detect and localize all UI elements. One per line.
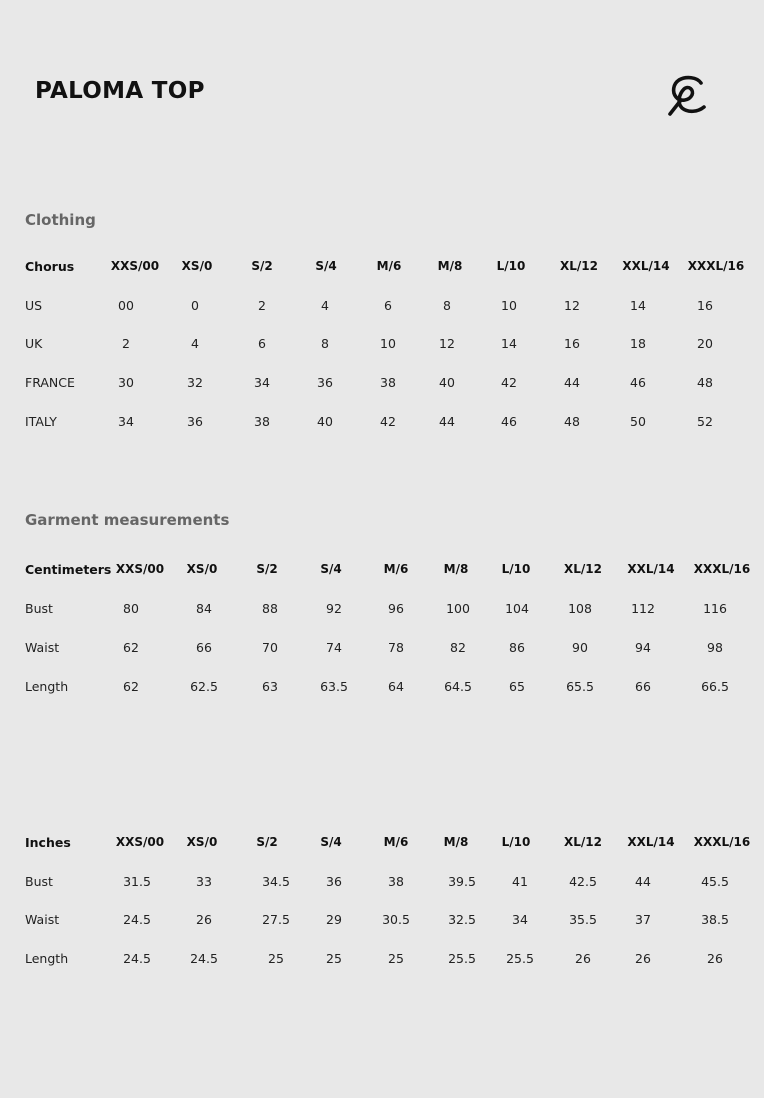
clothing-table-cell: 4 xyxy=(321,298,329,313)
clothing-table-cell: 18 xyxy=(630,336,646,351)
inches-table-cell: 38 xyxy=(388,874,404,889)
clothing-table-cell: 00 xyxy=(118,298,134,313)
clothing-table-cell: 20 xyxy=(697,336,713,351)
clothing-table-cell: 14 xyxy=(630,298,646,313)
clothing-table-cell: 38 xyxy=(380,375,396,390)
centimeters-table-cell: 74 xyxy=(326,640,342,655)
clothing-table-cell: 2 xyxy=(258,298,266,313)
inches-column-header: S/4 xyxy=(320,835,342,849)
section-title-garment-measurements: Garment measurements xyxy=(25,511,230,529)
clothing-table-cell: 12 xyxy=(439,336,455,351)
clothing-table-cell: 48 xyxy=(697,375,713,390)
centimeters-column-header: XS/0 xyxy=(186,562,218,576)
clothing-table-cell: 40 xyxy=(317,414,333,429)
centimeters-table-cell: 84 xyxy=(196,601,212,616)
centimeters-table-cell: 100 xyxy=(446,601,470,616)
inches-table-cell: 45.5 xyxy=(701,874,729,889)
inches-table-cell: 32.5 xyxy=(448,912,476,927)
clothing-column-header: XL/12 xyxy=(560,259,598,273)
inches-table-cell: 37 xyxy=(635,912,651,927)
centimeters-table-cell: 78 xyxy=(388,640,404,655)
centimeters-column-header: S/2 xyxy=(256,562,278,576)
centimeters-table-cell: 104 xyxy=(505,601,529,616)
inches-column-header: M/8 xyxy=(443,835,469,849)
clothing-table-cell: 16 xyxy=(697,298,713,313)
centimeters-table-cell: 92 xyxy=(326,601,342,616)
centimeters-table-cell: 66 xyxy=(635,679,651,694)
inches-table-cell: 34.5 xyxy=(262,874,290,889)
inches-row-label: Length xyxy=(25,951,69,966)
centimeters-table-cell: 98 xyxy=(707,640,723,655)
clothing-table-cell: 52 xyxy=(697,414,713,429)
inches-column-header: S/2 xyxy=(256,835,278,849)
clothing-column-header: M/6 xyxy=(376,259,402,273)
inches-column-header: L/10 xyxy=(501,835,531,849)
inches-column-header: XXXL/16 xyxy=(693,835,751,849)
clothing-table-cell: 46 xyxy=(630,375,646,390)
inches-table-cell: 25 xyxy=(388,951,404,966)
clothing-row-label: FRANCE xyxy=(25,375,75,390)
page-title: PALOMA TOP xyxy=(35,78,205,104)
clothing-table-cell: 4 xyxy=(191,336,199,351)
clothing-table-cell: 48 xyxy=(564,414,580,429)
centimeters-column-header: XXL/14 xyxy=(627,562,675,576)
inches-table-cell: 26 xyxy=(707,951,723,966)
centimeters-table-cell: 65 xyxy=(509,679,525,694)
inches-table-cell: 31.5 xyxy=(123,874,151,889)
clothing-table-cell: 2 xyxy=(122,336,130,351)
inches-table-cell: 42.5 xyxy=(569,874,597,889)
centimeters-table-cell: 63 xyxy=(262,679,278,694)
clothing-table-cell: 8 xyxy=(443,298,451,313)
centimeters-table-cell: 80 xyxy=(123,601,139,616)
inches-table-cell: 41 xyxy=(512,874,528,889)
centimeters-table-cell: 112 xyxy=(631,601,655,616)
inches-table-cell: 35.5 xyxy=(569,912,597,927)
inches-table-cell: 26 xyxy=(575,951,591,966)
inches-table-cell: 33 xyxy=(196,874,212,889)
inches-table-cell: 25.5 xyxy=(448,951,476,966)
clothing-column-header: S/2 xyxy=(251,259,273,273)
inches-column-header: M/6 xyxy=(383,835,409,849)
centimeters-table-cell: 62 xyxy=(123,679,139,694)
inches-corner-label: Inches xyxy=(25,835,71,850)
clothing-row-label: US xyxy=(25,298,43,313)
inches-table-cell: 34 xyxy=(512,912,528,927)
clothing-table-cell: 30 xyxy=(118,375,134,390)
centimeters-table-cell: 94 xyxy=(635,640,651,655)
inches-table-cell: 39.5 xyxy=(448,874,476,889)
clothing-table-cell: 40 xyxy=(439,375,455,390)
inches-table-cell: 30.5 xyxy=(382,912,410,927)
clothing-corner-label: Chorus xyxy=(25,259,75,274)
centimeters-table-cell: 63.5 xyxy=(320,679,348,694)
clothing-column-header: XXXL/16 xyxy=(687,259,745,273)
centimeters-corner-label: Centimeters xyxy=(25,562,112,577)
clothing-table-cell: 50 xyxy=(630,414,646,429)
inches-row-label: Waist xyxy=(25,912,60,927)
centimeters-row-label: Waist xyxy=(25,640,60,655)
clothing-column-header: S/4 xyxy=(315,259,337,273)
clothing-table-cell: 36 xyxy=(187,414,203,429)
centimeters-table-cell: 108 xyxy=(568,601,592,616)
clothing-table-cell: 42 xyxy=(380,414,396,429)
clothing-table-cell: 44 xyxy=(564,375,580,390)
clothing-table-cell: 16 xyxy=(564,336,580,351)
inches-table-cell: 25 xyxy=(268,951,284,966)
centimeters-table-cell: 64.5 xyxy=(444,679,472,694)
clothing-row-label: ITALY xyxy=(25,414,57,429)
clothing-table-cell: 10 xyxy=(501,298,517,313)
centimeters-table-cell: 116 xyxy=(703,601,727,616)
clothing-row-label: UK xyxy=(25,336,43,351)
inches-table-cell: 38.5 xyxy=(701,912,729,927)
centimeters-column-header: M/6 xyxy=(383,562,409,576)
centimeters-column-header: XXS/00 xyxy=(115,562,165,576)
clothing-table-cell: 12 xyxy=(564,298,580,313)
clothing-table-cell: 0 xyxy=(191,298,199,313)
inches-table-cell: 27.5 xyxy=(262,912,290,927)
centimeters-row-label: Length xyxy=(25,679,69,694)
centimeters-column-header: L/10 xyxy=(501,562,531,576)
inches-table-cell: 24.5 xyxy=(190,951,218,966)
section-title-clothing: Clothing xyxy=(25,211,96,229)
centimeters-table-cell: 88 xyxy=(262,601,278,616)
inches-table-cell: 25.5 xyxy=(506,951,534,966)
clothing-table-cell: 42 xyxy=(501,375,517,390)
inches-column-header: XXL/14 xyxy=(627,835,675,849)
centimeters-table-cell: 62.5 xyxy=(190,679,218,694)
clothing-table-cell: 6 xyxy=(258,336,266,351)
inches-table-cell: 36 xyxy=(326,874,342,889)
clothing-table-cell: 44 xyxy=(439,414,455,429)
centimeters-table-cell: 64 xyxy=(388,679,404,694)
clothing-table-cell: 6 xyxy=(384,298,392,313)
centimeters-table-cell: 96 xyxy=(388,601,404,616)
clothing-column-header: L/10 xyxy=(496,259,526,273)
centimeters-table-cell: 90 xyxy=(572,640,588,655)
clothing-column-header: XXL/14 xyxy=(622,259,670,273)
centimeters-column-header: XXXL/16 xyxy=(693,562,751,576)
clothing-table-cell: 14 xyxy=(501,336,517,351)
centimeters-column-header: M/8 xyxy=(443,562,469,576)
clothing-table-cell: 8 xyxy=(321,336,329,351)
clothing-column-header: M/8 xyxy=(437,259,463,273)
inches-table-cell: 29 xyxy=(326,912,342,927)
centimeters-table-cell: 65.5 xyxy=(566,679,594,694)
inches-table-cell: 26 xyxy=(196,912,212,927)
inches-table-cell: 44 xyxy=(635,874,651,889)
inches-table-cell: 24.5 xyxy=(123,951,151,966)
inches-column-header: XXS/00 xyxy=(115,835,165,849)
inches-column-header: XS/0 xyxy=(186,835,218,849)
inches-row-label: Bust xyxy=(25,874,53,889)
clothing-table-cell: 46 xyxy=(501,414,517,429)
inches-table-cell: 26 xyxy=(635,951,651,966)
inches-column-header: XL/12 xyxy=(564,835,602,849)
centimeters-table-cell: 66.5 xyxy=(701,679,729,694)
clothing-column-header: XS/0 xyxy=(181,259,213,273)
clothing-table-cell: 10 xyxy=(380,336,396,351)
centimeters-table-cell: 62 xyxy=(123,640,139,655)
centimeters-table-cell: 86 xyxy=(509,640,525,655)
centimeters-column-header: S/4 xyxy=(320,562,342,576)
centimeters-column-header: XL/12 xyxy=(564,562,602,576)
chorus-c-logo-icon xyxy=(664,70,712,118)
centimeters-table-cell: 66 xyxy=(196,640,212,655)
clothing-table-cell: 32 xyxy=(187,375,203,390)
centimeters-table-cell: 82 xyxy=(450,640,466,655)
centimeters-table-cell: 70 xyxy=(262,640,278,655)
centimeters-row-label: Bust xyxy=(25,601,53,616)
clothing-column-header: XXS/00 xyxy=(110,259,160,273)
inches-table-cell: 25 xyxy=(326,951,342,966)
clothing-table-cell: 36 xyxy=(317,375,333,390)
clothing-table-cell: 34 xyxy=(118,414,134,429)
clothing-table-cell: 34 xyxy=(254,375,270,390)
clothing-table-cell: 38 xyxy=(254,414,270,429)
inches-table-cell: 24.5 xyxy=(123,912,151,927)
